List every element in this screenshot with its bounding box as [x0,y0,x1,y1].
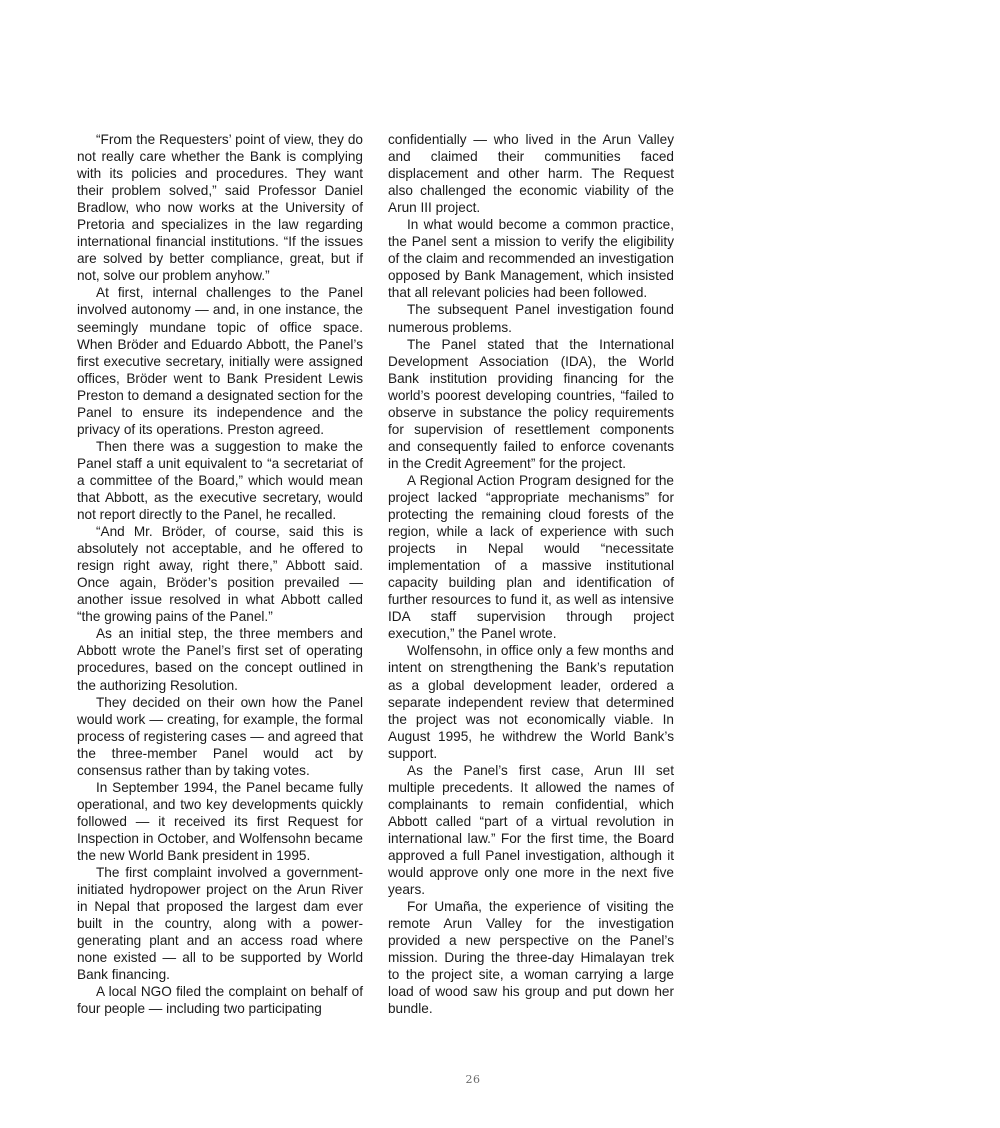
paragraph: At first, internal challenges to the Panel involved autonomy — and, in one instance, the seemingly mundane topic of office space. When Bröder and Eduardo Abbott, the Panel’s first executive secretary, initially were assigned offices, Bröder went to Bank President Lewis Preston to demand a designated section for the Panel to ensure its independence and the privacy of its operations. Preston agreed. [77,285,363,437]
paragraph: The first complaint involved a government-initiated hydropower project on the Arun River in Nepal that proposed the largest dam ever built in the country, along with a power-generating plant and an access road where none existed — all to be supported by World Bank financing. [77,865,363,983]
paragraph: Wolfensohn, in office only a few months and intent on strengthening the Bank’s reputation as a global development leader, ordered a separate independent review that determined the project was not economically viable. In August 1995, he withdrew the World Bank’s support. [388,643,674,761]
paragraph: For Umaña, the experience of visiting the remote Arun Valley for the investigation provided a new perspective on the Panel’s mission. During the three-day Himalayan trek to the project site, a woman carrying a large load of wood saw his group and put down her bundle. [388,899,674,1017]
paragraph: In what would become a common practice, the Panel sent a mission to verify the eligibility of the claim and recommended an investigation opposed by Bank Management, which insisted that all relevant policies had been followed. [388,217,674,301]
paragraph: A local NGO filed the complaint on behalf of four people — including two participating [77,984,363,1017]
paragraph: As the Panel’s first case, Arun III set multiple precedents. It allowed the names of complainants to remain confidential, which Abbott called “part of a virtual revolution in international law.” For the first time, the Board approved a full Panel investigation, although it would approve only one more in the next five years. [388,762,674,898]
left-text-column [77,131,363,1017]
right-text-column [388,131,674,1017]
paragraph: A Regional Action Program designed for the project lacked “appropriate mechanisms” for protecting the remaining cloud forests of the region, while a lack of experience with such projects in Nepal would “necessitate implementation of a massive institutional capacity building plan and identification of further resources to fund it, as well as intensive IDA staff supervision through project execution,” the Panel wrote. [388,472,674,642]
paragraph: The subsequent Panel investigation found numerous problems. [388,302,674,335]
paragraph: They decided on their own how the Panel would work — creating, for example, the formal process of registering cases — and agreed that the three-member Panel would act by consensus rather than by taking votes. [77,694,363,778]
paragraph: “From the Requesters’ point of view, they do not really care whether the Bank is complying with its policies and procedures. They want their problem solved,” said Professor Daniel Bradlow, who now works at the University of Pretoria and specializes in the law regarding international financial institutions. “If the issues are solved by better compliance, great, but if not, solve our problem anyhow.” [77,132,363,284]
paragraph-continued: confidentially — who lived in the Arun Valley and claimed their communities faced displacement and other harm. The Request also challenged the economic viability of the Arun III project. [388,132,674,216]
paragraph: “And Mr. Bröder, of course, said this is absolutely not acceptable, and he offered to resign right away, right there,” Abbott said. Once again, Bröder’s position prevailed — another issue resolved in what Abbott called “the growing pains of the Panel.” [77,524,363,625]
paragraph: The Panel stated that the International Development Association (IDA), the World Bank institution providing financing for the world’s poorest developing countries, “failed to observe in substance the policy requirements for supervision of resettlement components and consequently failed to enforce covenants in the Credit Agreement” for the project. [388,336,674,471]
page-number: 26 [465,1073,481,1086]
paragraph: In September 1994, the Panel became fully operational, and two key developments quickly followed — it received its first Request for Inspection in October, and Wolfensohn became the new World Bank president in 1995. [77,779,363,863]
paragraph: Then there was a suggestion to make the Panel staff a unit equivalent to “a secretariat of a committee of the Board,” which would mean that Abbott, as the executive secretary, would not report directly to the Panel, he recalled. [77,438,363,523]
paragraph: As an initial step, the three members and Abbott wrote the Panel’s first set of operating procedures, based on the concept outlined in the authorizing Resolution. [77,626,363,693]
